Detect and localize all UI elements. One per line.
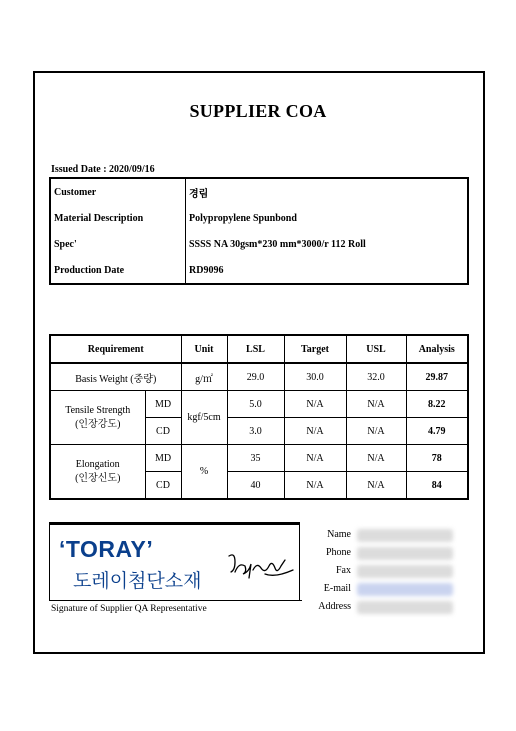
cell-analysis: 29.87 — [406, 363, 468, 391]
cell-usl: N/A — [346, 472, 406, 500]
info-value: Polypropylene Spunbond — [189, 212, 297, 224]
info-row — [50, 257, 468, 284]
header-target: Target — [284, 335, 346, 363]
toray-logo: ‘TORAY’ — [59, 536, 154, 562]
tensile-label — [50, 391, 145, 445]
cell-target: N/A — [284, 445, 346, 472]
cell-usl: N/A — [346, 418, 406, 445]
info-row — [50, 231, 468, 257]
cell-target: N/A — [284, 418, 346, 445]
cell-lsl: 40 — [227, 472, 284, 500]
requirements-table — [49, 334, 469, 500]
document-title: SUPPLIER COA — [189, 101, 327, 121]
basis-weight-label: Basis Weight (중량) — [50, 363, 181, 391]
handwritten-signature — [225, 550, 297, 586]
cell-direction: CD — [145, 418, 181, 445]
info-value: SSSS NA 30gsm*230 mm*3000/r 112 Roll — [189, 238, 366, 250]
table-header-row — [50, 335, 468, 363]
cell-analysis: 84 — [406, 472, 468, 500]
cell-usl: 32.0 — [346, 363, 406, 391]
contact-row — [301, 563, 461, 581]
header-unit: Unit — [181, 335, 227, 363]
elongation-name-kr: (인장신도) — [75, 472, 121, 484]
info-value: 경림 — [189, 188, 209, 200]
cell-lsl: 35 — [227, 445, 284, 472]
redacted-value — [357, 529, 453, 542]
contact-label: Phone — [326, 547, 351, 558]
contact-row — [301, 581, 461, 599]
contact-label: E-mail — [323, 583, 351, 594]
cell-lsl: 29.0 — [227, 363, 284, 391]
issued-date: Issued Date : 2020/09/16 — [51, 164, 155, 175]
logo-top-rule — [49, 522, 300, 525]
toray-korean-logo: 도레이첨단소재 — [73, 570, 202, 592]
signature-block — [49, 522, 461, 615]
header-lsl: LSL — [227, 335, 284, 363]
signature-caption: Signature of Supplier QA Representative — [49, 600, 302, 617]
cell-direction: CD — [145, 472, 181, 500]
table-row — [50, 363, 468, 391]
redacted-value — [357, 601, 453, 614]
header-requirement: Requirement — [50, 335, 181, 363]
info-label: Customer — [50, 178, 186, 205]
cell-unit: % — [181, 445, 227, 500]
tensile-name-kr: (인장강도) — [75, 418, 121, 430]
info-row — [50, 178, 468, 205]
cell-direction: MD — [145, 391, 181, 418]
cell-analysis: 78 — [406, 445, 468, 472]
info-label: Material Description — [50, 205, 186, 231]
table-row — [50, 391, 468, 418]
table-row — [50, 445, 468, 472]
tensile-name: Tensile Strength — [65, 404, 131, 416]
contact-row — [301, 527, 461, 545]
info-label: Spec' — [50, 231, 186, 257]
redacted-value — [357, 565, 453, 578]
contact-row — [301, 545, 461, 563]
cell-target: N/A — [284, 391, 346, 418]
contact-block — [301, 527, 461, 617]
info-value: RD9096 — [189, 264, 224, 276]
info-row — [50, 205, 468, 231]
cell-target: 30.0 — [284, 363, 346, 391]
cell-target: N/A — [284, 472, 346, 500]
contact-label: Address — [318, 601, 351, 612]
cell-lsl: 3.0 — [227, 418, 284, 445]
cell-analysis: 8.22 — [406, 391, 468, 418]
redacted-value — [357, 583, 453, 596]
contact-label: Fax — [336, 565, 351, 576]
elongation-label — [50, 445, 145, 500]
contact-label: Name — [327, 529, 351, 540]
cell-analysis: 4.79 — [406, 418, 468, 445]
cell-usl: N/A — [346, 391, 406, 418]
info-label: Production Date — [50, 257, 186, 284]
info-table — [49, 177, 469, 285]
elongation-name: Elongation — [75, 458, 120, 470]
cell-lsl: 5.0 — [227, 391, 284, 418]
header-analysis: Analysis — [406, 335, 468, 363]
cell-unit: kgf/5cm — [181, 391, 227, 445]
cell-unit: g/㎡ — [181, 363, 227, 391]
contact-row — [301, 599, 461, 617]
cell-direction: MD — [145, 445, 181, 472]
header-usl: USL — [346, 335, 406, 363]
cell-usl: N/A — [346, 445, 406, 472]
redacted-value — [357, 547, 453, 560]
